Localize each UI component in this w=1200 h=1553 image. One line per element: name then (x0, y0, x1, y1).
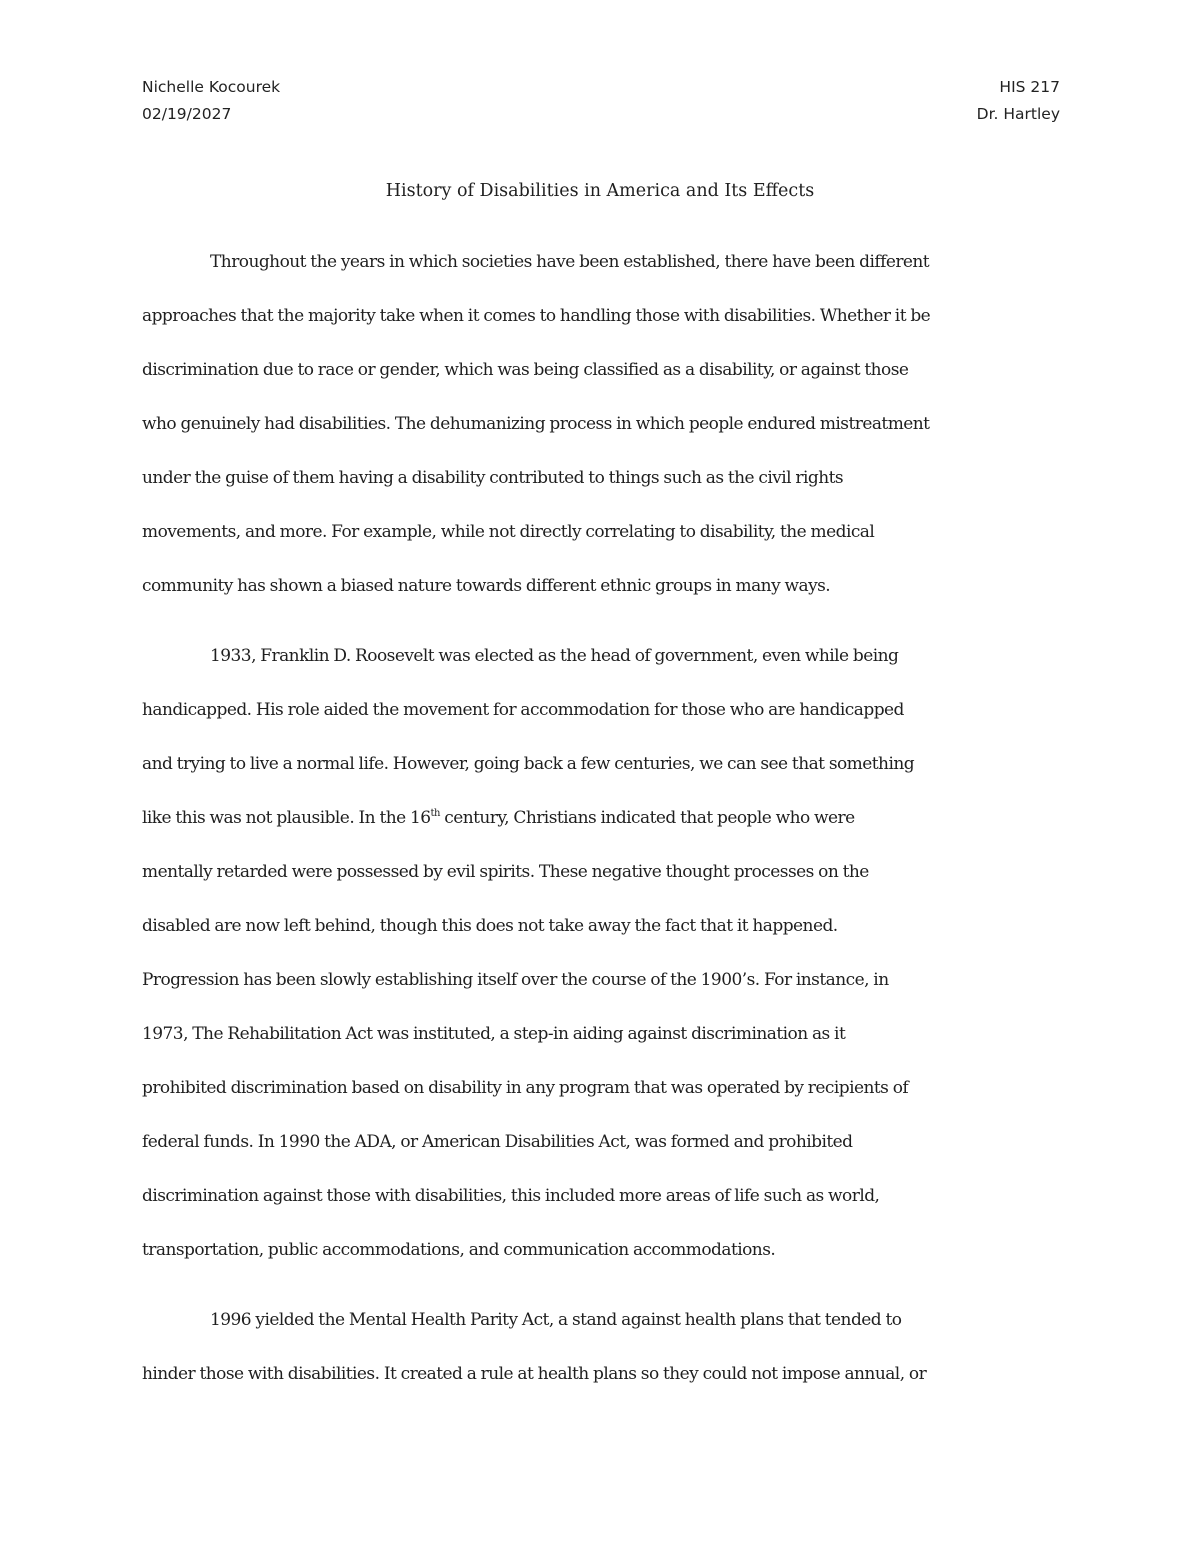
paragraph-2-line-11: discrimination against those with disabilities, this included more areas of life such as world, (142, 1186, 880, 1206)
paragraph-1-line-6: movements, and more. For example, while not directly correlating to disability, the medical (142, 522, 875, 542)
paragraph-1-line-3: discrimination due to race or gender, which was being classified as a disability, or against those (142, 360, 909, 380)
author-name: Nichelle Kocourek (142, 78, 281, 96)
paragraph-1-line-5: under the guise of them having a disability contributed to things such as the civil rights (142, 468, 844, 488)
document-title: History of Disabilities in America and Its Effects (385, 181, 815, 201)
paragraph-2-line-10: federal funds. In 1990 the ADA, or American Disabilities Act, was formed and prohibited (142, 1132, 853, 1152)
paragraph-2-line-1: 1933, Franklin D. Roosevelt was elected as the head of government, even while being (210, 646, 899, 666)
paragraph-2-line-4 (142, 804, 855, 832)
paragraph-1-line-7: community has shown a biased nature towards different ethnic groups in many ways. (142, 576, 831, 596)
line-text-before-superscript: like this was not plausible. In the 16 (142, 808, 431, 828)
paragraph-3-line-1: 1996 yielded the Mental Health Parity Act, a stand against health plans that tended to (210, 1310, 902, 1330)
paragraph-1-line-2: approaches that the majority take when it comes to handling those with disabilities. Whether it be (142, 306, 931, 326)
document-date: 02/19/2027 (142, 105, 232, 123)
header-left-block (142, 74, 280, 128)
paragraph-2-line-5: mentally retarded were possessed by evil spirits. These negative thought processes on the (142, 862, 869, 882)
line-text-after-superscript: century, Christians indicated that people who were (439, 808, 855, 828)
header-right-block (977, 74, 1060, 128)
paragraph-3-line-2: hinder those with disabilities. It created a rule at health plans so they could not impose annual, or (142, 1364, 927, 1384)
ordinal-superscript: th (430, 808, 440, 819)
instructor-name: Dr. Hartley (976, 105, 1060, 123)
course-code: HIS 217 (999, 78, 1060, 96)
paragraph-2-line-3: and trying to live a normal life. However, going back a few centuries, we can see that something (142, 754, 915, 774)
paragraph-2-line-2: handicapped. His role aided the movement for accommodation for those who are handicapped (142, 700, 904, 720)
paragraph-2-line-9: prohibited discrimination based on disability in any program that was operated by recipients of (142, 1078, 909, 1098)
paragraph-1-line-1: Throughout the years in which societies have been established, there have been different (210, 252, 930, 272)
paragraph-2-line-8: 1973, The Rehabilitation Act was instituted, a step-in aiding against discrimination as it (142, 1024, 846, 1044)
paragraph-2-line-12: transportation, public accommodations, and communication accommodations. (142, 1240, 776, 1260)
paragraph-2-line-6: disabled are now left behind, though this does not take away the fact that it happened. (142, 916, 838, 936)
paragraph-2-line-7: Progression has been slowly establishing itself over the course of the 1900’s. For instance, in (142, 970, 889, 990)
paragraph-1-line-4: who genuinely had disabilities. The dehumanizing process in which people endured mistreatment (142, 414, 930, 434)
